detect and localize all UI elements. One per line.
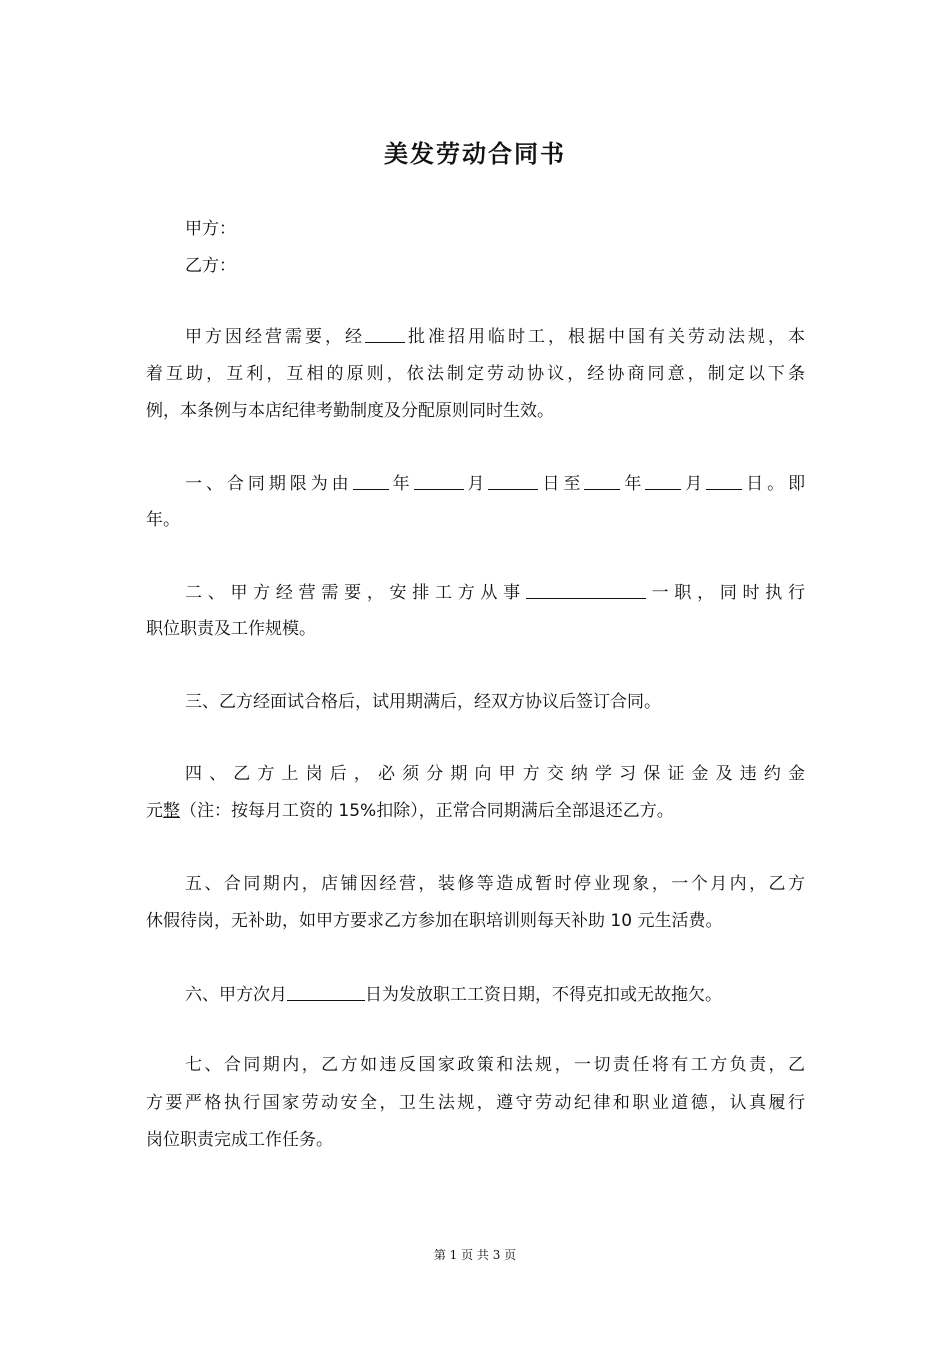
party-a-label: 甲方： [185,219,236,239]
end-year-blank [584,473,620,490]
clause-4-text-a: 元 [146,801,163,821]
clause-6-text-b: 日为发放职工工资日期，不得克扣或无故拖欠。 [365,985,722,1005]
intro-text-1a: 甲方因经营需要，经 [185,327,365,347]
clause-1-text-a: 一、合同期限为由 [185,474,353,494]
clause-1-month-label: 月 [463,474,489,494]
clause-6-text [185,984,722,1005]
clause-1-end-month-label: 月 [681,474,707,494]
clause-1-year-label: 年 [388,474,414,494]
intro-line-3: 例，本条例与本店纪律考勤制度及分配原则同时生效。 [146,401,554,421]
clause-1-day-to-label: 日至 [538,474,585,494]
clause-4-text-c: （注：按每月工资的 15%扣除），正常合同期满后全部退还乙方。 [180,801,674,821]
start-year-blank [353,473,389,490]
approver-blank [365,326,405,343]
page-footer: 第 1 页 共 3 页 [433,1248,517,1262]
clause-1-end-year-label: 年 [620,474,646,494]
clause-6-text-a: 六、甲方次月 [185,985,287,1005]
clause-2-line-1 [185,582,805,603]
clause-2-text-b: 一职，同时执行 [645,583,806,603]
end-day-blank [706,473,742,490]
clause-7-line-1: 七、合同期内，乙方如违反国家政策和法规，一切责任将有工方负责，乙 [185,1055,805,1075]
clause-2-text-a: 二、甲方经营需要，安排工方从事 [185,583,526,603]
clause-3-text: 三、乙方经面试合格后，试用期满后，经双方协议后签订合同。 [185,692,661,712]
position-blank [526,582,646,599]
clause-2-line-2: 职位职责及工作规模。 [146,619,316,639]
clause-1-line-2: 年。 [146,510,180,530]
end-month-blank [645,473,681,490]
clause-5-line-2: 休假待岗，无补助，如甲方要求乙方参加在职培训则每天补助 10 元生活费。 [146,911,723,931]
clause-4-line-2 [146,801,674,821]
clause-4-text-b: 整 [163,801,180,821]
clause-5-line-1: 五、合同期内，店铺因经营，装修等造成暂时停业现象，一个月内，乙方 [185,874,805,894]
intro-text-1b: 批准招用临时工，根据中国有关劳动法规，本 [405,327,805,347]
start-day-blank [488,473,538,490]
party-b-label: 乙方： [185,256,236,276]
clause-1-line-1 [185,473,805,494]
document-title: 美发劳动合同书 [384,139,566,168]
clause-7-line-3: 岗位职责完成工作任务。 [146,1130,333,1150]
start-month-blank [414,473,464,490]
clause-7-line-2: 方要严格执行国家劳动安全，卫生法规，遵守劳动纪律和职业道德，认真履行 [146,1093,805,1113]
intro-line-1 [185,326,805,347]
payday-blank [287,984,365,1001]
intro-line-2: 着互助，互利，互相的原则，依法制定劳动协议，经协商同意，制定以下条 [146,364,805,384]
clause-1-end-day-label: 日。即 [742,474,806,494]
clause-4-line-1: 四、乙方上岗后，必须分期向甲方交纳学习保证金及违约金 [185,764,805,784]
